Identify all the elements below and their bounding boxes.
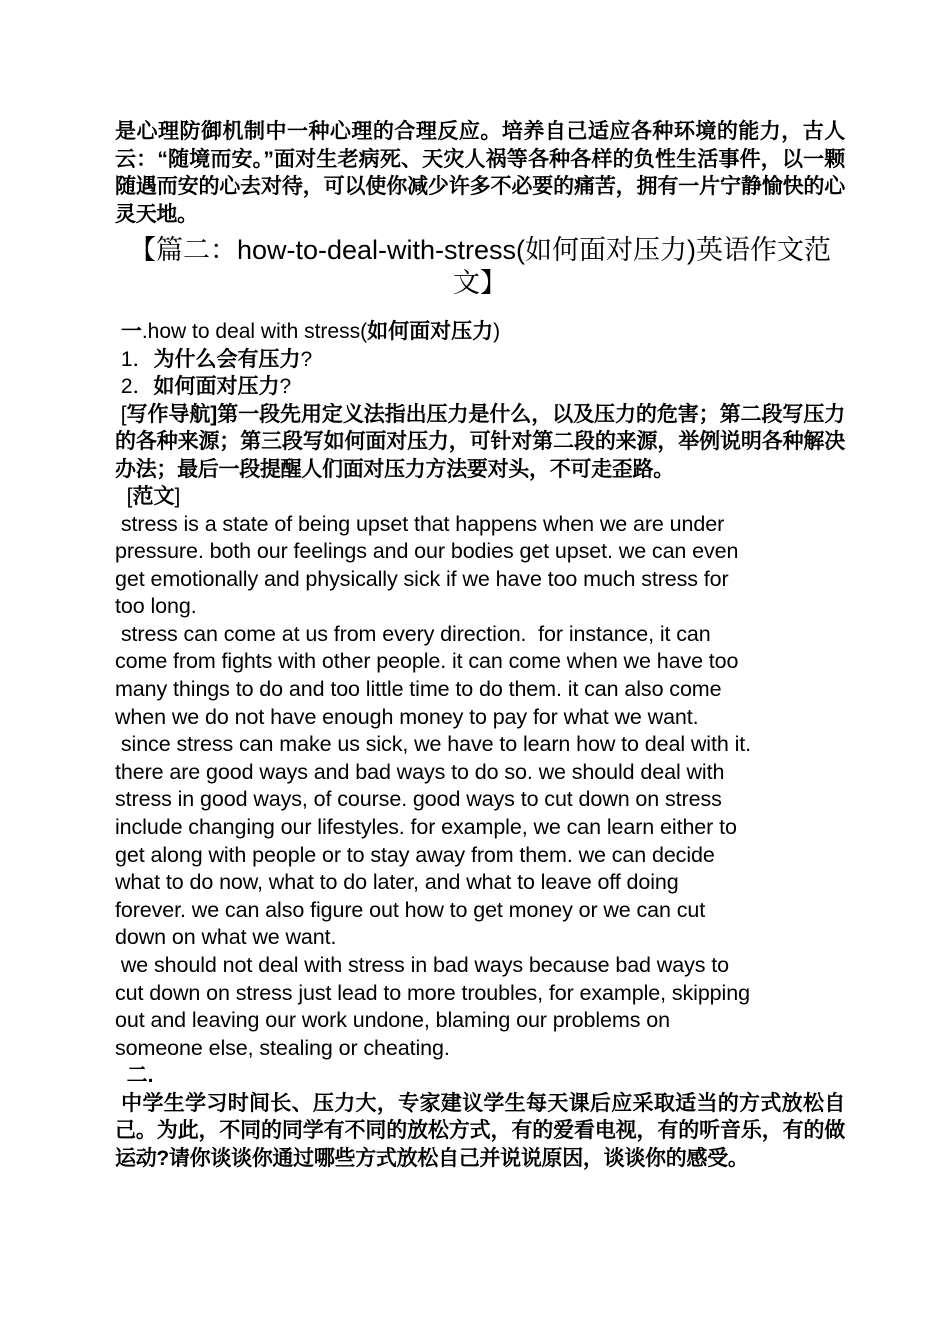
writing-guide-text: ]第一段先用定义法指出压力是什么，以及压力的危害；第二段写压力的各种来源；第三段写如何面对压力，可针对第二段的来源，举例说明各种解决办法；最后一段提醒人们面对压力方法要对头，不可走歪路。 — [115, 402, 845, 481]
essay-line: stress is a state of being upset that happens when we are under — [115, 511, 725, 536]
essay-line: get emotionally and physically sick if we have too much stress for — [115, 566, 729, 591]
question-2-mark: ? — [279, 375, 292, 398]
question-1-mark: ? — [300, 347, 313, 371]
writing-guide — [115, 401, 845, 484]
question-1-number: 1． — [115, 347, 154, 371]
part-one-title-cn: 如何面对压力 — [367, 320, 494, 343]
part-one-title-en: .how to deal with stress( — [141, 320, 368, 343]
essay-line: include changing our lifestyles. for example, we can learn either to — [115, 815, 737, 840]
essay-line: stress in good ways, of course. good ways to cut down on stress — [115, 787, 722, 812]
section-heading: 【篇二：how-to-deal-with-stress(如何面对压力)英语作文范文】 — [128, 235, 832, 298]
part-one-number: 一 — [115, 320, 142, 343]
essay-line: cut down on stress just lead to more troubles, for example, skipping — [115, 980, 750, 1005]
part-one-title-suffix: ) — [493, 320, 501, 343]
writing-guide-open: [ — [115, 402, 127, 426]
essay-line: we should not deal with stress in bad ways because bad ways to — [115, 953, 729, 977]
model-essay-open: [ — [115, 485, 133, 508]
essay-line: down on what we want. — [115, 925, 337, 950]
question-2-number: 2． — [115, 375, 154, 398]
part-two-prompt: 中学生学习时间长、压力大，专家建议学生每天课后应采取适当的方式放松自己。为此，不同的同学有不同的放松方式，有的爱看电视，有的听音乐，有的做运动?请你谈谈你通过哪些方式放松自己并说说原因，谈谈你的感受。 — [115, 1091, 845, 1170]
model-essay-label — [115, 483, 845, 511]
essay-line: forever. we can also figure out how to get money or we can cut — [115, 897, 706, 922]
model-essay — [115, 511, 845, 1063]
essay-line: get along with people or to stay away from them. we can decide — [115, 842, 715, 867]
question-2-text: 如何面对压力 — [153, 375, 280, 398]
essay-line: when we do not have enough money to pay for what we want. — [115, 704, 699, 729]
essay-line: someone else, stealing or cheating. — [115, 1035, 450, 1060]
model-essay-label-text: 范文 — [132, 485, 175, 508]
essay-line: out and leaving our work undone, blaming our problems on — [115, 1008, 670, 1033]
writing-guide-label: 写作导航 — [126, 402, 211, 426]
question-1 — [115, 346, 845, 374]
essay-line: stress can come at us from every direction. for instance, it can — [115, 621, 711, 646]
essay-line: since stress can make us sick, we have to learn how to deal with it. — [115, 732, 752, 757]
essay-line: come from fights with other people. it can come when we have too — [115, 649, 739, 674]
part-one-title — [115, 318, 845, 346]
essay-line: what to do now, what to do later, and what to leave off doing — [115, 870, 679, 895]
part-two-title: 二. — [115, 1064, 154, 1088]
document-page — [115, 118, 845, 1172]
model-essay-close: ] — [174, 485, 181, 508]
intro-paragraph: 是心理防御机制中一种心理的合理反应。培养自己适应各种环境的能力，古人云：“随境而安。”面对生老病死、天灾人祸等各种各样的负性生活事件，以一颗随遇而安的心去对待，可以使你减少许多不必要的痛苦，拥有一片宁静愉快的心灵天地。 — [115, 120, 845, 226]
question-1-text: 为什么会有压力 — [153, 347, 301, 371]
essay-line: pressure. both our feelings and our bodies get upset. we can even — [115, 539, 739, 564]
essay-line: there are good ways and bad ways to do so. we should deal with — [115, 759, 725, 784]
essay-line: many things to do and too little time to do them. it can also come — [115, 677, 722, 702]
question-2 — [115, 373, 845, 401]
essay-line: too long. — [115, 594, 197, 619]
